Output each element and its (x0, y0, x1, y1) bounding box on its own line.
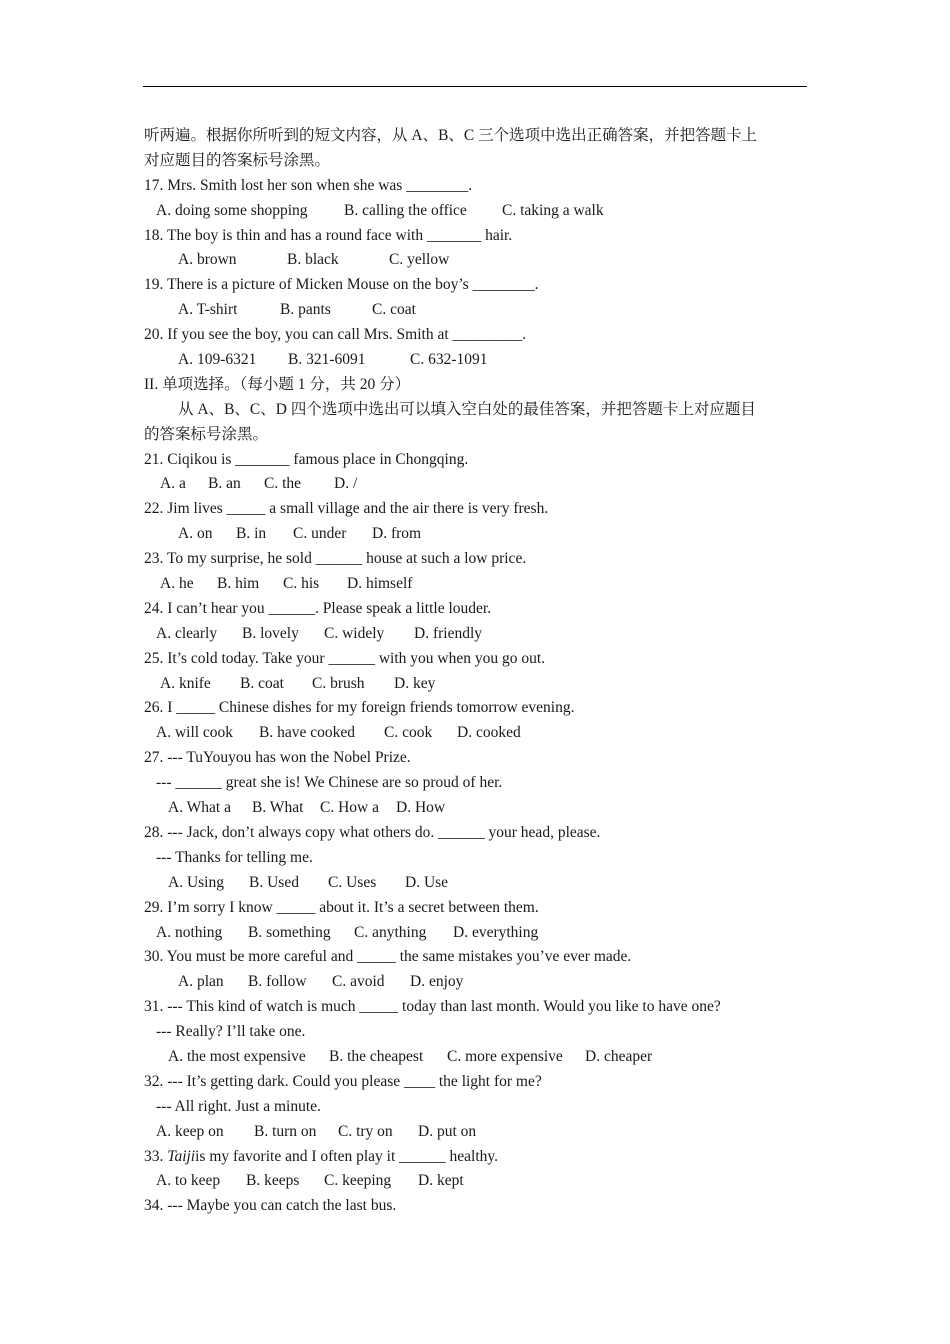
question-22-options (144, 522, 808, 547)
question-33-options (144, 1169, 808, 1194)
question-21-stem: 21. Ciqikou is _______ famous place in Chongqing. (144, 450, 469, 468)
question-26-stem: 26. I _____ Chinese dishes for my foreign friends tomorrow evening. (144, 699, 575, 717)
option-c: C. brush (312, 674, 365, 692)
option-a: A. he (160, 575, 194, 593)
question-17-stem: 17. Mrs. Smith lost her son when she was ________. (144, 176, 473, 194)
option-d: D. friendly (414, 624, 483, 642)
option-b: B. lovely (242, 624, 299, 642)
question-31-stem: 31. --- This kind of watch is much _____ today than last month. Would you like to have one? (144, 998, 721, 1016)
question-34-stem: 34. --- Maybe you can catch the last bus. (144, 1197, 397, 1215)
option-a: A. to keep (156, 1172, 221, 1190)
question-32-options (144, 1120, 808, 1145)
option-c: C. under (293, 525, 347, 543)
question-18-stem: 18. The boy is thin and has a round face with _______ hair. (144, 226, 513, 244)
question-28-reply: --- Thanks for telling me. (156, 848, 313, 866)
intro-line-2: 对应题目的答案标号涂黑。 (144, 151, 331, 169)
question-29-options (144, 921, 808, 946)
option-a: A. nothing (156, 923, 223, 941)
question-24-stem: 24. I can’t hear you ______. Please speak a little louder. (144, 599, 492, 617)
option-c: C. coat (372, 301, 416, 319)
option-c: C. more expensive (447, 1047, 563, 1065)
question-33-stem (144, 1145, 808, 1170)
option-b: B. an (208, 475, 241, 493)
option-b: B. coat (240, 674, 284, 692)
option-c: C. keeping (324, 1172, 392, 1190)
option-c: C. anything (354, 923, 427, 941)
option-c: C. cook (384, 724, 433, 742)
option-b: B. him (217, 575, 260, 593)
option-a: A. brown (178, 251, 237, 269)
option-b: B. something (248, 923, 331, 941)
option-b: B. calling the office (344, 201, 467, 219)
option-b: B. Used (249, 873, 299, 891)
question-19-options (144, 298, 808, 323)
option-c: C. widely (324, 624, 385, 642)
option-c: C. the (264, 475, 302, 493)
question-32-reply: --- All right. Just a minute. (156, 1097, 321, 1115)
question-25-stem: 25. It’s cold today. Take your ______ with you when you go out. (144, 649, 546, 667)
question-29-stem: 29. I’m sorry I know _____ about it. It’s a secret between them. (144, 898, 539, 916)
question-31-reply: --- Really? I’ll take one. (156, 1023, 306, 1041)
question-33-italic-term: Taiji (167, 1147, 196, 1165)
option-d: D. Use (405, 873, 449, 891)
question-17-options (144, 199, 808, 224)
option-a: A. knife (160, 674, 211, 692)
question-21-options (144, 472, 808, 497)
section-2-heading: II. 单项选择。（每小题 1 分，共 20 分） (144, 375, 411, 393)
option-b: B. black (287, 251, 339, 269)
option-a: A. What a (168, 799, 231, 817)
question-27-options (144, 796, 808, 821)
option-c: C. 632-1091 (410, 351, 488, 369)
option-d: D. How (396, 799, 446, 817)
question-30-stem: 30. You must be more careful and _____ the same mistakes you’ve ever made. (144, 948, 632, 966)
option-c: C. avoid (332, 973, 385, 991)
question-24-options (144, 622, 808, 647)
option-c: C. taking a walk (502, 201, 604, 219)
option-d: D. himself (347, 575, 413, 593)
question-30-options (144, 970, 808, 995)
option-b: B. in (236, 525, 267, 543)
question-20-options (144, 348, 808, 373)
question-31-options (144, 1045, 808, 1070)
option-a: A. the most expensive (168, 1047, 306, 1065)
option-d: D. enjoy (410, 973, 464, 991)
question-27-stem: 27. --- TuYouyou has won the Nobel Prize. (144, 749, 411, 767)
option-a: A. 109-6321 (178, 351, 257, 369)
question-33-number: 33. (144, 1147, 168, 1165)
option-c: C. try on (338, 1122, 393, 1140)
question-28-options (144, 871, 808, 896)
section-2-instructions-2: 的答案标号涂黑。 (144, 425, 269, 443)
question-18-options (144, 248, 808, 273)
option-a: A. will cook (156, 724, 234, 742)
option-b: B. the cheapest (329, 1047, 424, 1065)
option-a: A. clearly (156, 624, 218, 642)
option-c: C. his (283, 575, 320, 593)
question-23-stem: 23. To my surprise, he sold ______ house at such a low price. (144, 550, 527, 568)
question-25-options (144, 672, 808, 697)
question-19-stem: 19. There is a picture of Micken Mouse on the boy’s ________. (144, 276, 539, 294)
option-a: A. plan (178, 973, 224, 991)
header-rule (143, 86, 807, 87)
exam-body (144, 124, 808, 1219)
question-26-options (144, 721, 808, 746)
option-c: C. How a (320, 799, 379, 817)
option-d: D. put on (418, 1122, 477, 1140)
section-2-instructions-1: 从 A、B、C、D 四个选项中选出可以填入空白处的最佳答案，并把答题卡上对应题目 (178, 400, 756, 418)
option-d: D. cheaper (585, 1047, 653, 1065)
option-b: B. have cooked (259, 724, 355, 742)
question-27-reply: --- ______ great she is! We Chinese are so proud of her. (156, 774, 503, 792)
option-b: B. follow (248, 973, 307, 991)
option-a: A. on (178, 525, 213, 543)
option-c: C. yellow (389, 251, 450, 269)
option-d: D. from (372, 525, 422, 543)
option-d: D. cooked (457, 724, 521, 742)
question-20-stem: 20. If you see the boy, you can call Mrs. Smith at _________. (144, 326, 527, 344)
option-d: D. / (334, 475, 358, 493)
option-c: C. Uses (328, 873, 377, 891)
option-a: A. keep on (156, 1122, 224, 1140)
question-32-stem: 32. --- It’s getting dark. Could you please ____ the light for me? (144, 1072, 542, 1090)
option-d: D. key (394, 674, 436, 692)
option-b: B. turn on (254, 1122, 317, 1140)
option-d: D. everything (453, 923, 539, 941)
option-b: B. 321-6091 (288, 351, 366, 369)
option-a: A. a (160, 475, 186, 493)
question-28-stem: 28. --- Jack, don’t always copy what others do. ______ your head, please. (144, 823, 601, 841)
question-33-text: is my favorite and I often play it ______ healthy. (195, 1147, 499, 1165)
question-22-stem: 22. Jim lives _____ a small village and the air there is very fresh. (144, 500, 549, 518)
option-b: B. What (252, 799, 304, 817)
question-23-options (144, 572, 808, 597)
option-d: D. kept (418, 1172, 464, 1190)
option-b: B. pants (280, 301, 331, 319)
option-a: A. doing some shopping (156, 201, 308, 219)
option-a: A. T-shirt (178, 301, 238, 319)
intro-line-1: 听两遍。根据你所听到的短文内容，从 A、B、C 三个选项中选出正确答案，并把答题卡上 (144, 127, 758, 144)
option-a: A. Using (168, 873, 224, 891)
option-b: B. keeps (246, 1172, 300, 1190)
